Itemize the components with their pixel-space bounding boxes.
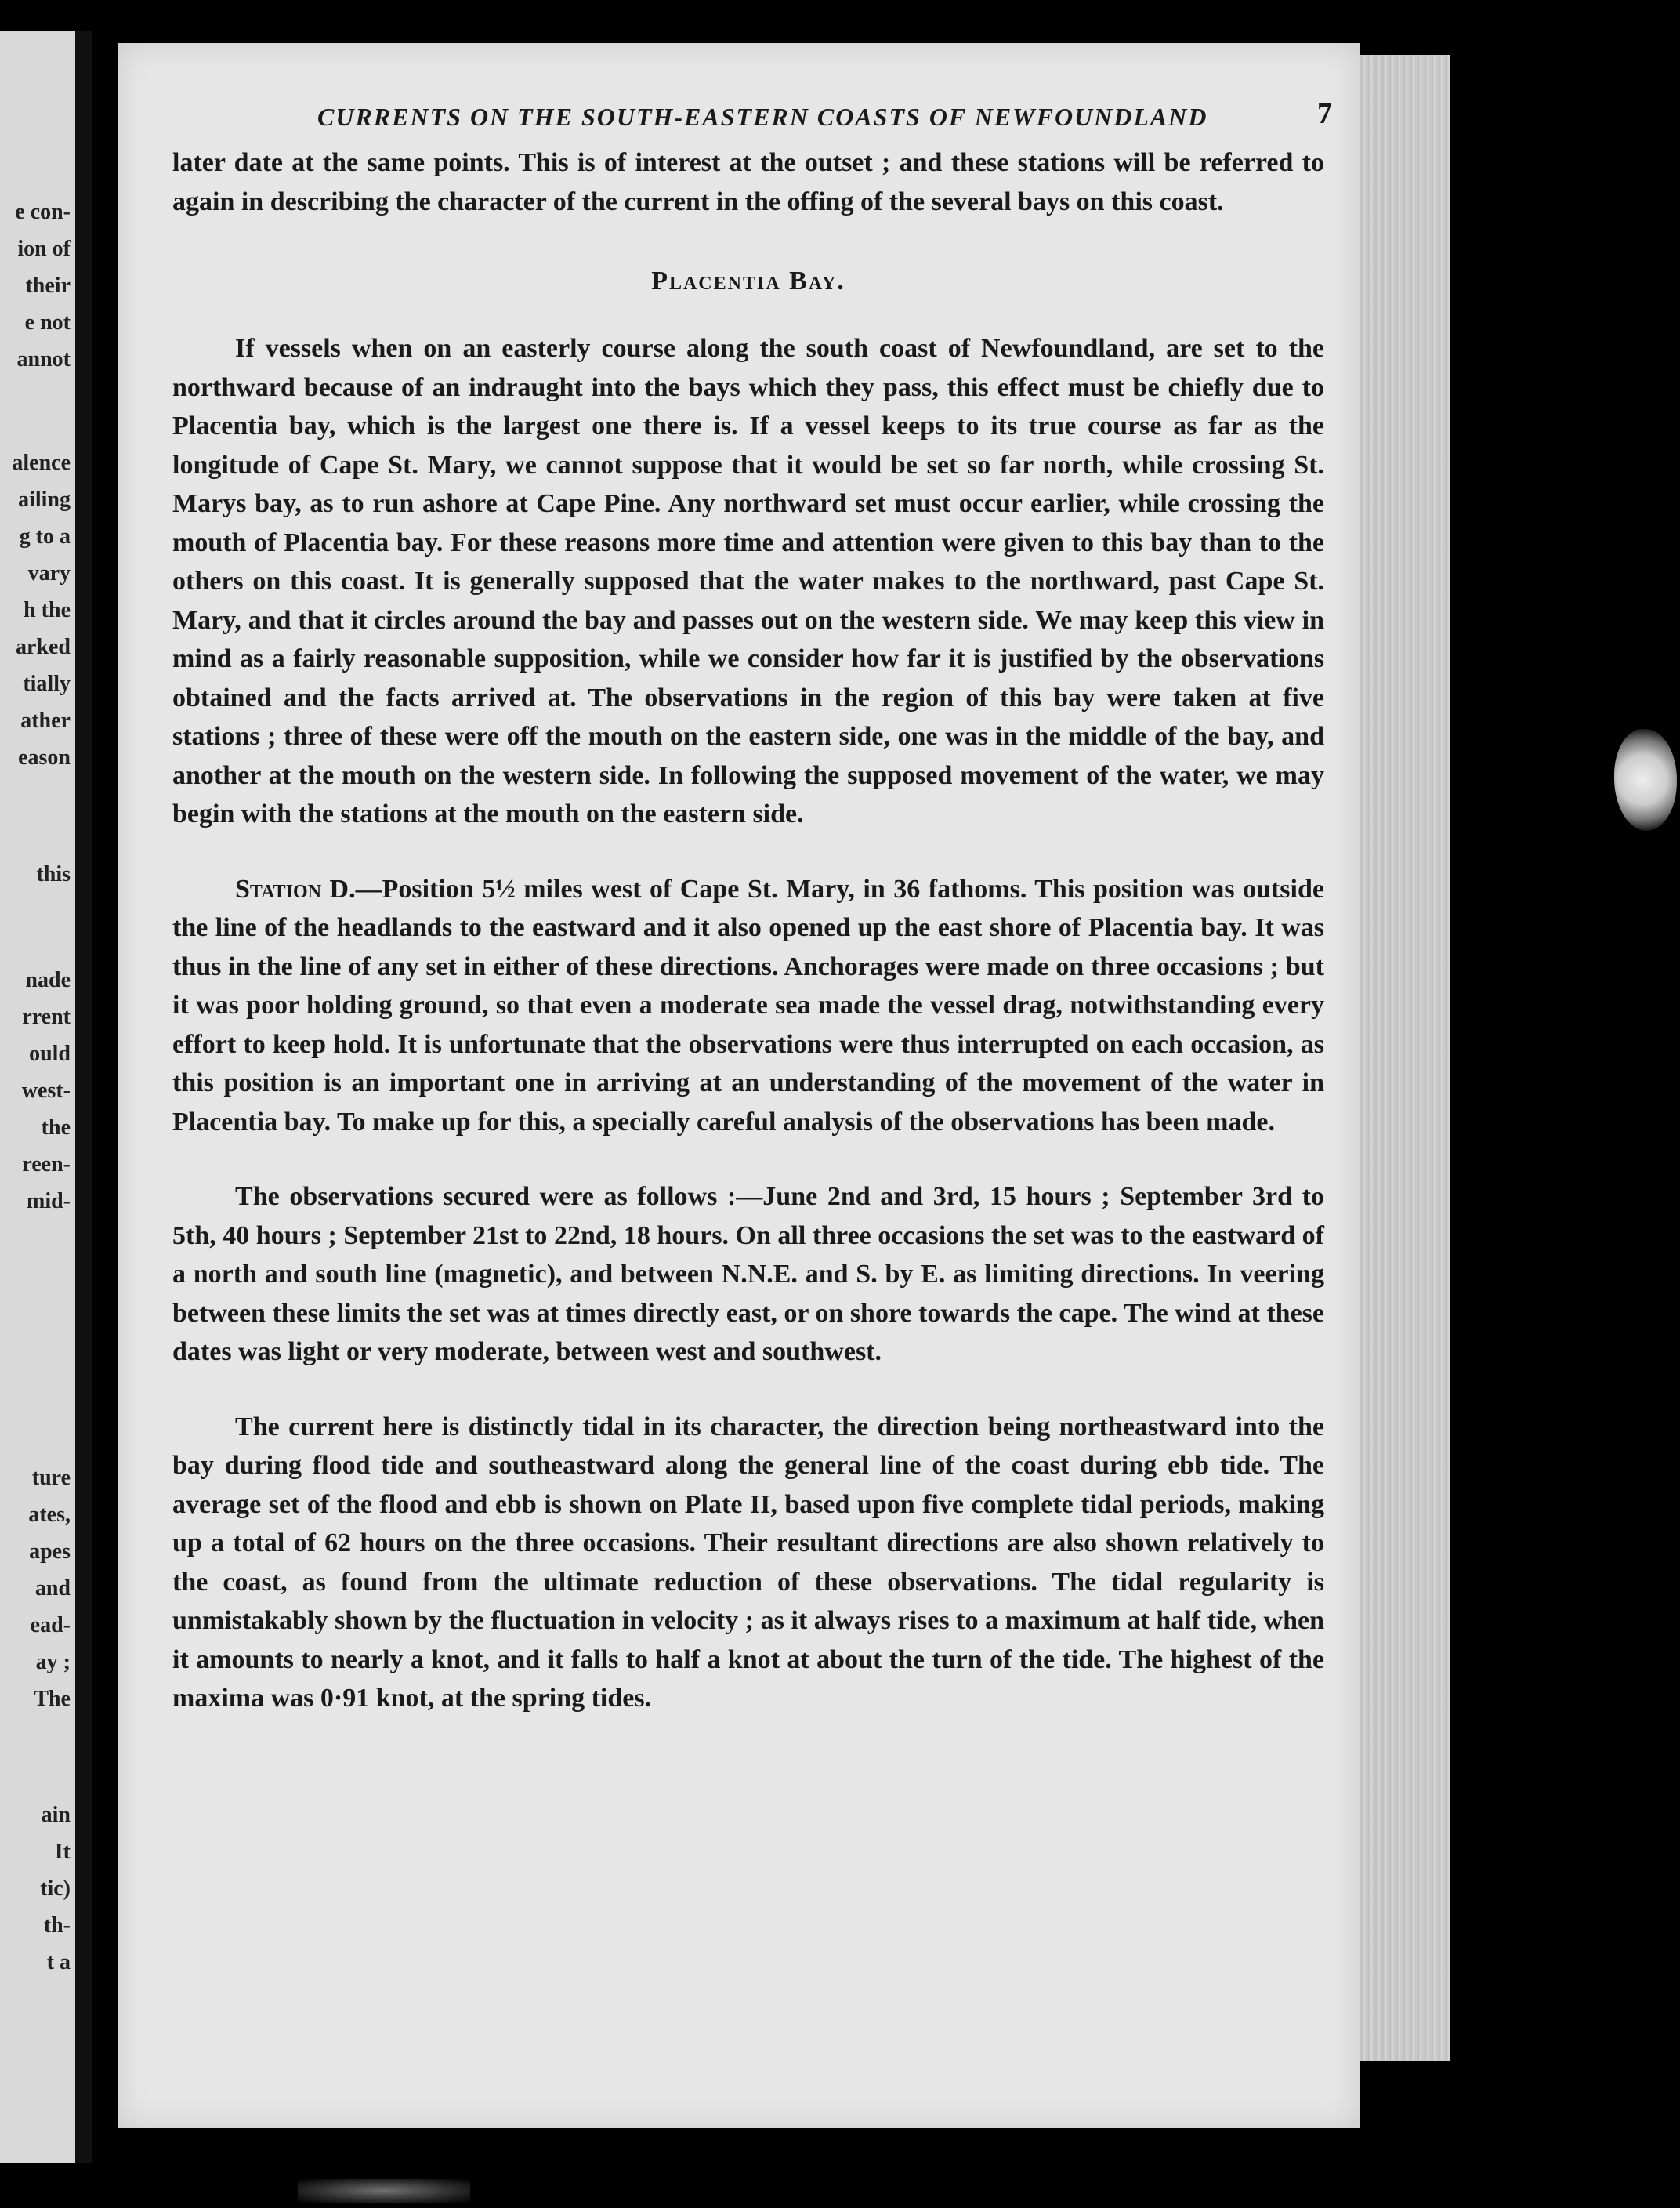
paragraph-gap — [172, 834, 1324, 870]
page-edge-stack — [1360, 55, 1450, 2061]
facing-page-fragment: th- — [43, 1913, 71, 1938]
station-label: Station D. — [235, 874, 356, 904]
facing-page-fragment: the — [41, 1115, 71, 1140]
facing-page-fragment: eason — [18, 745, 71, 770]
facing-page-fragment: ion of — [17, 237, 71, 261]
facing-page-fragment: mid- — [27, 1189, 71, 1213]
facing-page-fragment: this — [36, 862, 71, 886]
facing-page-fragment: alence — [12, 451, 71, 475]
facing-page-fragment: t a — [46, 1950, 71, 1974]
facing-page-fragment: ould — [29, 1042, 71, 1066]
facing-page-fragment: apes — [29, 1539, 71, 1564]
station-d-text: —Position 5½ miles west of Cape St. Mary, in 36 fathoms. This position was outside the line of the headlands to the eastward and it also opened up the east shore of Placentia bay. It was thus in the line of any set in either of these directions. Anchorages were made on three occasions ; but it was poor holding ground, so that even a moderate sea made the vessel drag, notwithstanding every effort to keep hold. It is unfortunate that the observations were thus interrupted on each occasion, as this position is an important one in arriving at an understanding of the movement of the water in Placentia bay. To make up for this, a specially careful analysis of the observations has been made. — [172, 874, 1324, 1137]
facing-page-fragment: ay ; — [35, 1650, 71, 1674]
facing-page-fragment: e con- — [15, 200, 71, 224]
section-heading: Placentia Bay. — [651, 266, 845, 295]
facing-page-fragment: vary — [27, 561, 71, 586]
facing-page-fragment: The — [34, 1687, 71, 1711]
facing-page-fragment: ain — [41, 1803, 71, 1827]
facing-page-fragment: and — [34, 1576, 71, 1601]
facing-page-fragment: ture — [31, 1466, 71, 1490]
facing-page-fragment: rrent — [22, 1005, 71, 1029]
paragraph-continuation: later date at the same points. This is of interest at the outset ; and these stations will be referred to again in describing the character of the current in the offing of the several bays on this coast. — [172, 148, 1324, 216]
facing-page-fragment: tially — [23, 672, 71, 696]
facing-page-fragment: e not — [24, 310, 71, 335]
facing-page-fragment: It — [54, 1840, 71, 1864]
facing-page-fragment: ead- — [30, 1613, 71, 1637]
facing-page-fragment: g to a — [19, 524, 71, 549]
running-head-title: CURRENTS ON THE SOUTH-EASTERN COASTS OF NEWFOUNDLAND — [317, 103, 1208, 131]
book-page — [118, 43, 1360, 2128]
facing-page-fragment: their — [25, 274, 71, 298]
facing-page-fragment: ather — [20, 709, 71, 733]
paper-stain — [1614, 729, 1677, 831]
paragraph-observations: The observations secured were as follows :—June 2nd and 3rd, 15 hours ; September 3rd to 5th, 40 hours ; September 21st to 22nd, 18 hours. On all three occasions the set was to the eastward of a north and south line (magnetic), and between N.N.E. and S. by E. as limiting directions. In veering between these limits the set was at times directly east, or on shore towards the cape. The wind at these dates was light or very moderate, between west and southwest. — [172, 1182, 1324, 1366]
facing-page-fragment: arked — [16, 635, 71, 659]
paragraph-placentia-intro: If vessels when on an easterly course along the south coast of Newfoundland, are set to the northward because of an indraught into the bays which they pass, this effect must be chiefly due to Placentia bay, which is the largest one there is. If a vessel keeps to its true course as far as the longitude of Cape St. Mary, we cannot suppose that it would be set so far north, while crossing St. Marys bay, as to run ashore at Cape Pine. Any northward set must occur earlier, while crossing the mouth of Placentia bay. For these reasons more time and attention were given to this bay than to the others on this coast. It is generally supposed that the water makes to the northward, past Cape St. Mary, and that it circles around the bay and passes out on the western side. We may keep this view in mind as a fairly reasonable supposition, while we consider how far it is justified by the observations obtained and the facts arrived at. The observations in the region of this bay were taken at five stations ; three of these were off the mouth on the eastern side, one was in the middle of the bay, and another at the mouth on the western side. In following the supposed movement of the water, we may begin with the stations at the mouth on the eastern side. — [172, 334, 1324, 828]
running-head — [172, 96, 1332, 143]
facing-page-fragment: ailing — [18, 488, 71, 512]
page-number: 7 — [1317, 97, 1332, 130]
facing-page — [0, 31, 92, 2163]
paragraph-current-tidal: The current here is distinctly tidal in its character, the direction being northeastward into the bay during flood tide and southeastward along the general line of the coast during ebb tide. The average set of the flood and ebb is shown on Plate II, based upon five complete tidal periods, making up a total of 62 hours on the three occasions. Their resultant directions are also shown relatively to the coast, as found from the ultimate reduction of these observations. The tidal regularity is unmistakably shown by the fluctuation in velocity ; as it always rises to a maximum at half tide, when it amounts to nearly a knot, and it falls to half a knot at about the turn of the tide. The highest of the maxima was 0·91 knot, at the spring tides. — [172, 1412, 1324, 1713]
facing-page-fragment: ates, — [28, 1503, 71, 1527]
facing-page-fragment: tic) — [40, 1876, 71, 1901]
facing-page-fragment: h the — [24, 598, 71, 622]
facing-page-fragment: west- — [21, 1079, 71, 1103]
facing-page-fragment: reen- — [22, 1152, 71, 1177]
paragraph-gap — [172, 1372, 1324, 1408]
page-content — [172, 96, 1332, 1718]
paragraph-station-d — [172, 870, 1324, 1142]
paragraph-gap — [172, 1141, 1324, 1177]
facing-page-fragment: annot — [16, 347, 71, 372]
facing-page-fragment: nade — [25, 968, 71, 992]
scan-artifact — [298, 2179, 470, 2203]
